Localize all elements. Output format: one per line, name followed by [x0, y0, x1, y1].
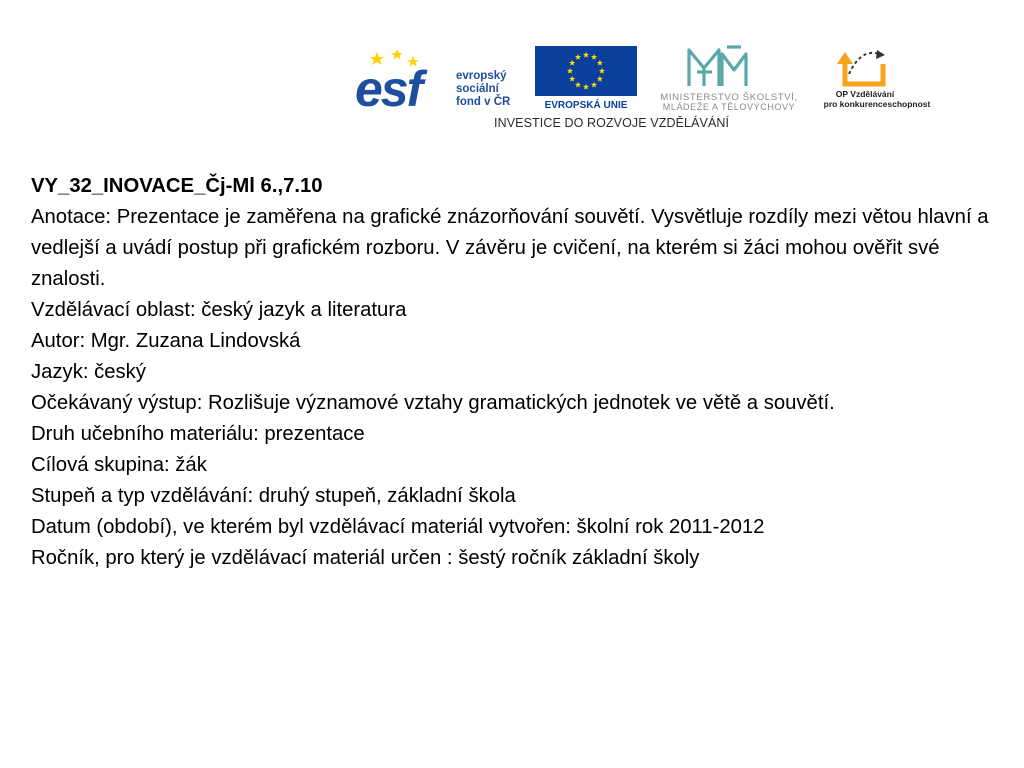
eu-flag-logo — [535, 46, 637, 112]
esf-line-1: evropský — [456, 70, 507, 82]
esf-line-3: fond v ČR — [456, 96, 511, 108]
op-emblem — [837, 50, 885, 84]
logo-bar — [355, 44, 945, 134]
expected-outcome: Očekávaný výstup: Rozlišuje významové vztahy gramatických jednotek ve větě a souvětí. — [31, 392, 835, 414]
msmt-line-1: MINISTERSTVO ŠKOLSTVÍ, — [660, 92, 798, 103]
esf-mark: esf — [355, 61, 422, 112]
author: Autor: Mgr. Zuzana Lindovská — [31, 330, 301, 352]
document-body — [31, 171, 1001, 574]
header-tagline: INVESTICE DO ROZVOJE VZDĚLÁVÁNÍ — [494, 116, 730, 130]
esf-logo — [355, 46, 531, 112]
grade: Ročník, pro který je vzdělávací materiál určen : šestý ročník základní školy — [31, 547, 700, 569]
school-level: Stupeň a typ vzdělávání: druhý stupeň, základní škola — [31, 485, 516, 507]
creation-date: Datum (období), ve kterém byl vzdělávací materiál vytvořen: školní rok 2011-2012 — [31, 516, 765, 538]
op-line-2: pro konkurenceschopnost — [823, 99, 931, 109]
esf-line-2: sociální — [456, 83, 499, 95]
op-line-1: OP Vzdělávání — [835, 89, 895, 99]
msmt-line-2: MLÁDEŽE A TĚLOVÝCHOVY — [662, 102, 796, 112]
annotation: Anotace: Prezentace je zaměřena na grafické znázorňování souvětí. Vysvětluje rozdíly mezi větou hlavní a vedlejší a uvádí postup při grafickém rozboru. V závěru je cvičení, na kterém si žáci mohou ověřit své znalosti. — [31, 206, 989, 290]
msmt-emblem — [689, 47, 746, 86]
document-code: VY_32_INOVACE_Čj-Ml 6.,7.10 — [31, 175, 323, 197]
msmt-logo — [642, 44, 817, 112]
language: Jazyk: český — [31, 361, 146, 383]
educational-area: Vzdělávací oblast: český jazyk a literatura — [31, 299, 407, 321]
op-logo — [821, 44, 939, 112]
target-group: Cílová skupina: žák — [31, 454, 207, 476]
eu-label: EVROPSKÁ UNIE — [544, 100, 628, 111]
material-type: Druh učebního materiálu: prezentace — [31, 423, 365, 445]
